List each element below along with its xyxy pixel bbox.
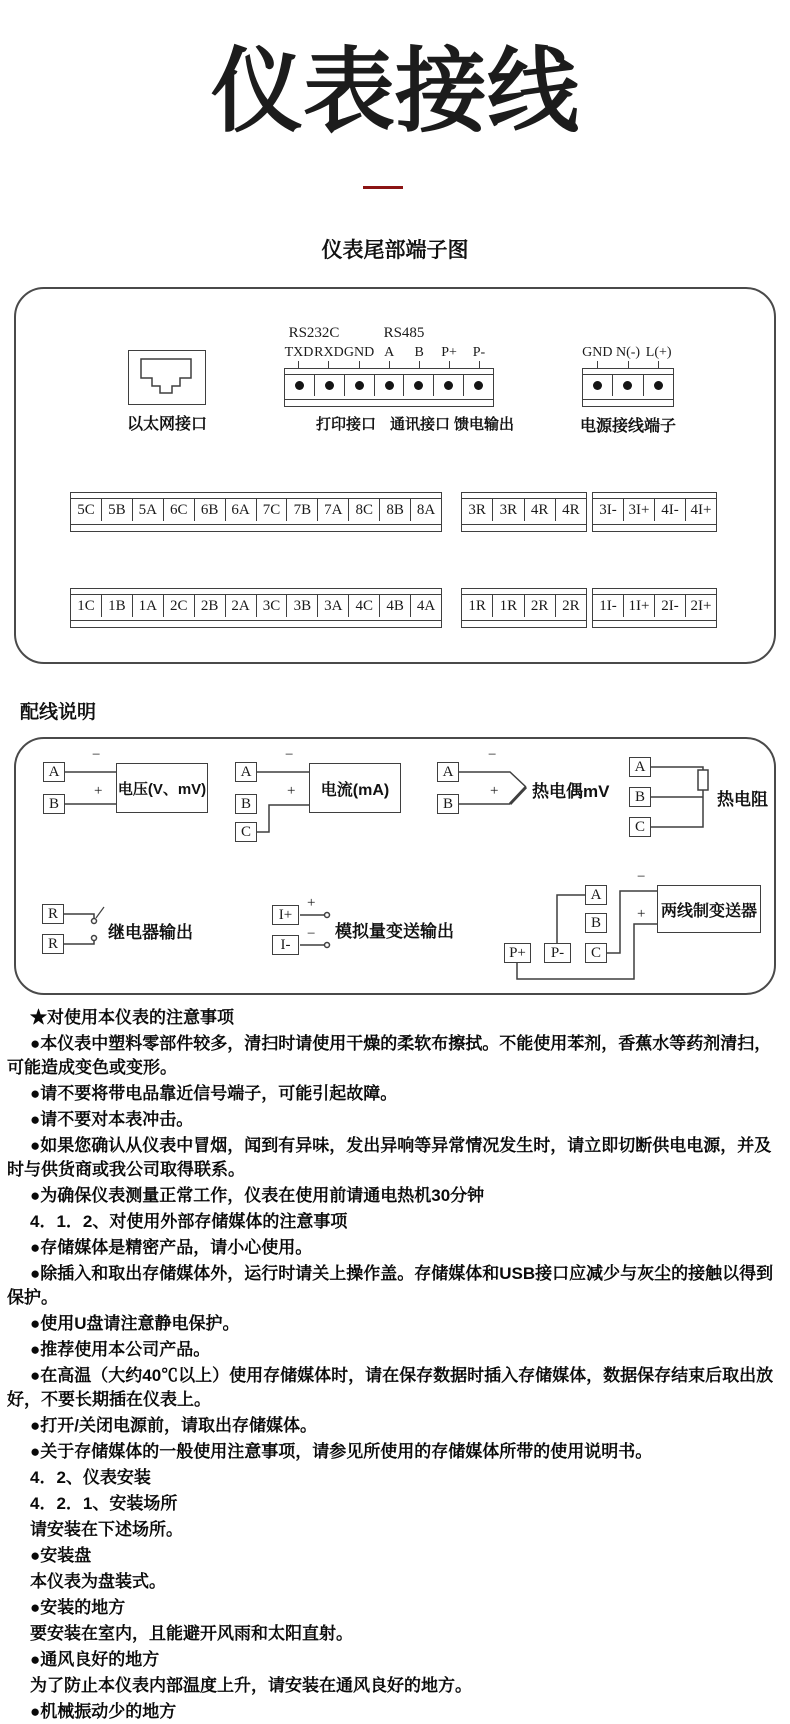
terminal-cell: 4R: [525, 499, 556, 521]
pin-label: GND: [582, 341, 613, 368]
terminal-cell: 3B: [287, 595, 318, 617]
printer-port-label: 打印接口: [315, 416, 376, 433]
rtd-label: 热电阻: [717, 790, 768, 809]
terminal-cell: 6A: [226, 499, 257, 521]
note-line: 本仪表为盘装式。: [30, 1572, 166, 1591]
note-line: ●请不要将带电品靠近信号端子，可能引起故障。: [30, 1084, 398, 1103]
terminal-b: B: [437, 794, 459, 814]
terminal-cell: 2I+: [690, 597, 712, 614]
red-divider: [363, 186, 403, 189]
screw-terminal: [375, 375, 405, 396]
screw-terminal: [644, 375, 673, 396]
terminal-cell: 2C: [164, 595, 195, 617]
comm-pin-labels: [284, 341, 494, 368]
leader-line: [298, 361, 299, 368]
leader-line: [389, 361, 390, 368]
terminal-cell: 5C: [71, 499, 102, 521]
note-line: ●打开/关闭电源前，请取出存储媒体。: [30, 1416, 317, 1435]
terminal-b: B: [585, 913, 607, 933]
terminal-a: A: [629, 757, 651, 777]
terminal-cell: 2I-: [655, 595, 686, 617]
terminal-cell: 3R: [462, 499, 493, 521]
screw-terminal: [434, 375, 464, 396]
thermocouple-label: 热电偶mV: [532, 782, 610, 801]
relay-terminal-strip-upper: [461, 492, 587, 532]
plus-sign: +: [287, 783, 296, 799]
note-line: ●如果您确认从仪表中冒烟，闻到有异味，发出异响等异常情况发生时，请立即切断供电电源，并及时与供货商或我公司取得联系。: [7, 1136, 772, 1179]
terminal-cell: 1I-: [593, 595, 624, 617]
terminal-cell: 1C: [71, 595, 102, 617]
terminal-cell: 6B: [195, 499, 226, 521]
pin-label: P-: [464, 341, 494, 368]
terminal-cell: 8A: [416, 501, 436, 518]
terminal-cell: 3I-: [593, 499, 624, 521]
note-line: ●除插入和取出存储媒体外，运行时请关上操作盖。存储媒体和USB接口应减少与灰尘的接触以得到保护。: [7, 1264, 774, 1307]
ethernet-port-icon: [128, 350, 206, 405]
minus-sign: −: [285, 747, 294, 763]
terminal-p-plus: P+: [504, 943, 531, 963]
note-line: ●机械振动少的地方: [30, 1702, 177, 1721]
leader-line: [479, 361, 480, 368]
comm-terminal-strip: [284, 368, 494, 407]
terminal-cell: 1A: [133, 595, 164, 617]
terminal-cell: 8C: [349, 499, 380, 521]
terminal-c: C: [585, 943, 607, 963]
pin-label: B: [404, 341, 434, 368]
leader-line: [419, 361, 420, 368]
terminal-dot: [623, 381, 632, 390]
rs232c-label: RS232C: [288, 325, 340, 341]
plus-sign: +: [307, 895, 316, 911]
minus-sign: −: [307, 926, 316, 942]
pin-label: L(+): [643, 341, 674, 368]
current-terminal-strip-lower: [592, 588, 717, 628]
terminal-r2: R: [42, 934, 64, 954]
minus-sign: −: [92, 747, 101, 763]
minus-sign: −: [488, 747, 497, 763]
screw-terminal: [613, 375, 643, 396]
leader-line: [449, 361, 450, 368]
power-pin-labels: [582, 341, 674, 368]
terminal-cell: 7C: [257, 499, 288, 521]
signal-terminal-strip-lower: [70, 588, 442, 628]
terminal-diagram-box: [14, 287, 776, 664]
note-line: 4．2．1、安装场所: [30, 1494, 178, 1513]
two-wire-transmitter-box: 两线制变送器: [657, 885, 761, 933]
terminal-p-minus: P-: [544, 943, 571, 963]
note-line: ●本仪表中塑料零部件较多，清扫时请使用干燥的柔软布擦拭。不能使用苯剂，香蕉水等药剂清扫，可能造成变色或变形。: [7, 1034, 772, 1077]
terminal-b: B: [235, 794, 257, 814]
terminal-cell: 4I-: [655, 499, 686, 521]
note-line: 4．1．2、对使用外部存储媒体的注意事项: [30, 1212, 348, 1231]
terminal-cell: 3R: [493, 499, 524, 521]
relay-output-label: 继电器输出: [108, 923, 193, 942]
terminal-cell: 1R: [493, 595, 524, 617]
pin-label: TXD: [284, 341, 314, 368]
screw-terminal: [464, 375, 493, 396]
current-input-box: 电流(mA): [309, 763, 401, 813]
current-terminal-strip-upper: [592, 492, 717, 532]
note-line: 4．2、仪表安装: [30, 1468, 151, 1487]
note-line: ●在高温（大约40℃以上）使用存储媒体时，请在保存数据时插入存储媒体，数据保存结束后取出放好，不要长期插在仪表上。: [7, 1366, 774, 1409]
terminal-cell: 2A: [226, 595, 257, 617]
terminal-cell: 5A: [133, 499, 164, 521]
wiring-diagram-box: [14, 737, 776, 995]
leader-line: [597, 361, 598, 368]
signal-terminal-strip-upper: [70, 492, 442, 532]
screw-terminal: [285, 375, 315, 396]
plus-sign: +: [637, 906, 646, 922]
terminal-dot: [385, 381, 394, 390]
terminal-cell: 6C: [164, 499, 195, 521]
terminal-cell: 7B: [287, 499, 318, 521]
terminal-b: B: [43, 794, 65, 814]
terminal-dot: [444, 381, 453, 390]
terminal-diagram-subtitle: 仪表尾部端子图: [321, 239, 469, 262]
terminal-cell: 3C: [257, 595, 288, 617]
terminal-a: A: [437, 762, 459, 782]
terminal-i-plus: I+: [272, 905, 299, 925]
wiring-instructions-caption: 配线说明: [20, 702, 97, 723]
note-line: ●存储媒体是精密产品，请小心使用。: [30, 1238, 313, 1257]
terminal-cell: 1I+: [624, 595, 655, 617]
terminal-cell: 4R: [562, 501, 580, 518]
terminal-dot: [593, 381, 602, 390]
note-line: ●通风良好的地方: [30, 1650, 160, 1669]
terminal-cell: 1R: [462, 595, 493, 617]
terminal-c: C: [235, 822, 257, 842]
terminal-cell: 4C: [349, 595, 380, 617]
screw-terminal: [404, 375, 434, 396]
screw-terminal: [345, 375, 375, 396]
note-line: ●使用U盘请注意静电保护。: [30, 1314, 240, 1333]
minus-sign: −: [637, 869, 646, 885]
terminal-cell: 3I+: [624, 499, 655, 521]
terminal-cell: 5B: [102, 499, 133, 521]
terminal-dot: [355, 381, 364, 390]
terminal-cell: 4B: [380, 595, 411, 617]
note-line: ●安装盘: [30, 1546, 92, 1565]
pin-label: GND: [344, 341, 374, 368]
ethernet-label: 以太网接口: [126, 416, 207, 433]
pin-label: P+: [434, 341, 464, 368]
relay-terminal-strip-lower: [461, 588, 587, 628]
comm-port-label: 通讯接口: [389, 416, 450, 433]
terminal-dot: [474, 381, 483, 390]
note-line: 为了防止本仪表内部温度上升，请安装在通风良好的地方。: [30, 1676, 472, 1695]
terminal-dot: [654, 381, 663, 390]
page-title: 仪表接线: [210, 41, 579, 143]
terminal-cell: 7A: [318, 499, 349, 521]
terminal-cell: 3A: [318, 595, 349, 617]
leader-line: [658, 361, 659, 368]
terminal-cell: 2R: [525, 595, 556, 617]
pin-label: RXD: [314, 341, 344, 368]
leader-line: [328, 361, 329, 368]
terminal-cell: 8B: [380, 499, 411, 521]
note-line: ●请不要对本表冲击。: [30, 1110, 194, 1129]
rs485-label: RS485: [383, 325, 425, 341]
terminal-a: A: [585, 885, 607, 905]
terminal-cell: 4A: [416, 597, 436, 614]
terminal-dot: [295, 381, 304, 390]
screw-terminal: [315, 375, 345, 396]
terminal-a: A: [235, 762, 257, 782]
terminal-cell: 4I+: [690, 501, 712, 518]
note-line: ★对使用本仪表的注意事项: [30, 1008, 234, 1027]
pin-label: A: [374, 341, 404, 368]
power-terminal-strip: [582, 368, 674, 407]
note-line: 要安装在室内，且能避开风雨和太阳直射。: [30, 1624, 353, 1643]
plus-sign: +: [490, 783, 499, 799]
loop-power-output-label: 馈电输出: [453, 416, 514, 433]
terminal-a: A: [43, 762, 65, 782]
note-line: ●安装的地方: [30, 1598, 126, 1617]
note-line: ●推荐使用本公司产品。: [30, 1340, 211, 1359]
terminal-b: B: [629, 787, 651, 807]
note-line: 请安装在下述场所。: [30, 1520, 183, 1539]
note-line: ●为确保仪表测量正常工作，仪表在使用前请通电热机30分钟: [30, 1186, 485, 1205]
terminal-i-minus: I-: [272, 935, 299, 955]
power-terminal-label: 电源接线端子: [579, 418, 676, 435]
pin-label: N(-): [613, 341, 644, 368]
terminal-r1: R: [42, 904, 64, 924]
analog-output-label: 模拟量变送输出: [335, 922, 454, 941]
terminal-dot: [414, 381, 423, 390]
leader-line: [359, 361, 360, 368]
terminal-cell: 2B: [195, 595, 226, 617]
terminal-cell: 1B: [102, 595, 133, 617]
voltage-input-box: 电压(V、mV): [116, 763, 208, 813]
screw-terminal: [583, 375, 613, 396]
plus-sign: +: [94, 783, 103, 799]
terminal-dot: [325, 381, 334, 390]
terminal-cell: 2R: [562, 597, 580, 614]
leader-line: [628, 361, 629, 368]
notes-section: [0, 1006, 790, 1724]
note-line: ●关于存储媒体的一般使用注意事项，请参见所使用的存储媒体所带的使用说明书。: [30, 1442, 653, 1461]
terminal-c: C: [629, 817, 651, 837]
